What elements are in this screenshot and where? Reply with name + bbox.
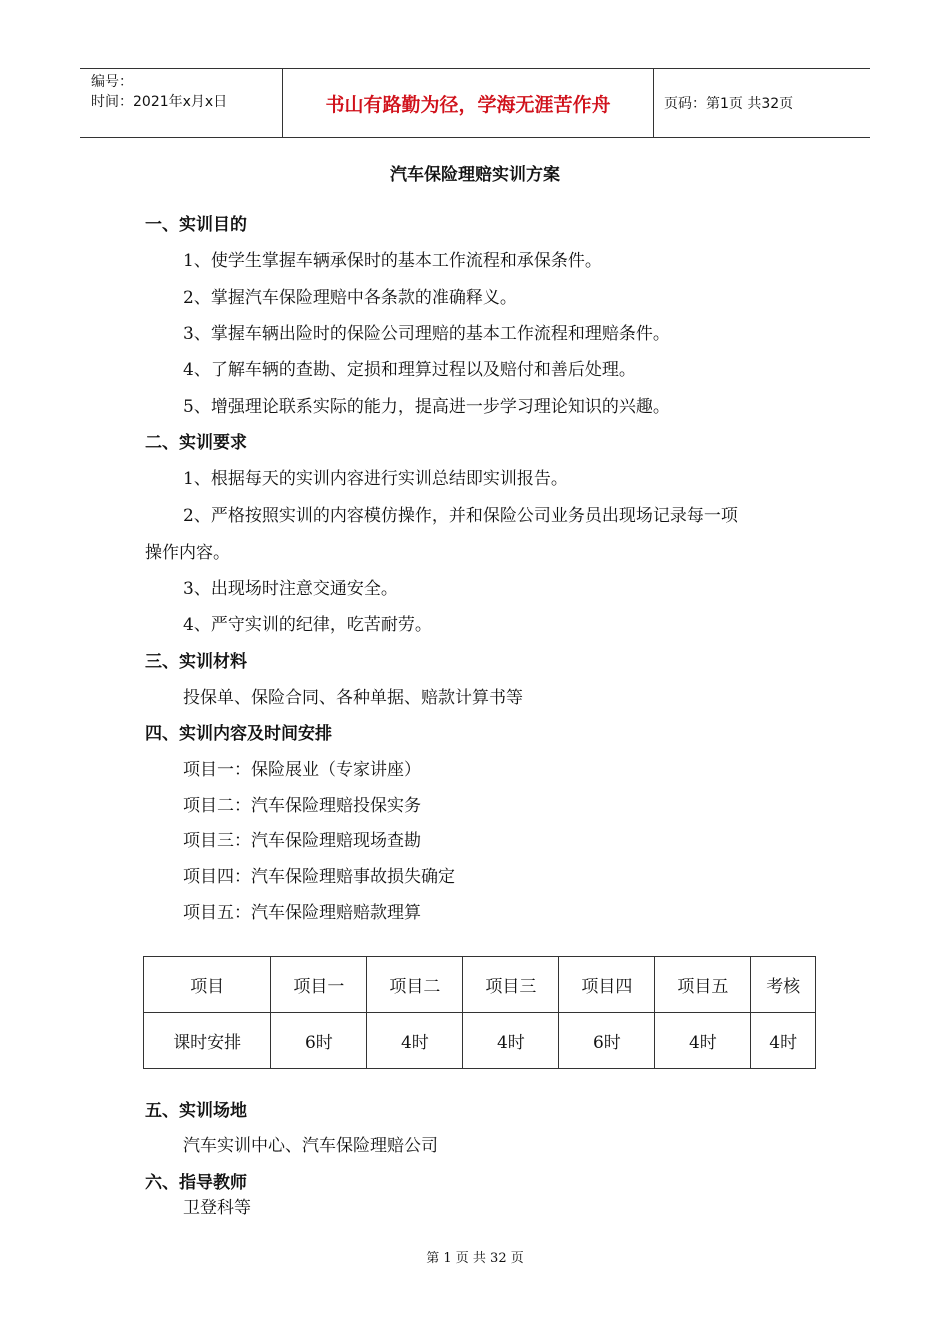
table-cell: 6时	[559, 1013, 655, 1069]
purpose-item: 5、增强理论联系实际的能力，提高进一步学习理论知识的兴趣。	[183, 397, 670, 417]
requirement-item: 2、严格按照实训的内容模仿操作，并和保险公司业务员出现场记录每一项	[183, 506, 738, 526]
section-heading-venue: 五、实训场地	[145, 1101, 247, 1121]
header-motto: 书山有路勤为径，学海无涯苦作舟	[282, 69, 654, 137]
project-item: 项目一：保险展业（专家讲座）	[183, 760, 421, 780]
section-heading-instructor: 六、指导教师	[145, 1173, 247, 1193]
section-heading-content-schedule: 四、实训内容及时间安排	[145, 724, 332, 744]
table-cell: 项目二	[367, 957, 463, 1013]
project-item: 项目三：汽车保险理赔现场查勘	[183, 831, 421, 851]
purpose-item: 3、掌握车辆出险时的保险公司理赔的基本工作流程和理赔条件。	[183, 324, 670, 344]
table-cell: 4时	[367, 1013, 463, 1069]
instructor-item: 卫登科等	[183, 1198, 251, 1218]
serial-label: 编号：	[91, 74, 133, 90]
requirement-item-continuation: 操作内容。	[145, 543, 230, 563]
header-page-label: 页码：第1页 共32页	[664, 96, 794, 112]
page-footer: 第 1 页 共 32 页	[426, 1251, 524, 1266]
requirement-item: 1、根据每天的实训内容进行实训总结即实训报告。	[183, 469, 568, 489]
table-cell: 课时安排	[144, 1013, 271, 1069]
time-label: 时间：2021年x月x日	[91, 94, 228, 110]
venue-item: 汽车实训中心、汽车保险理赔公司	[183, 1136, 438, 1156]
project-item: 项目二：汽车保险理赔投保实务	[183, 796, 421, 816]
purpose-item: 4、了解车辆的查勘、定损和理算过程以及赔付和善后处理。	[183, 360, 636, 380]
table-cell: 4时	[751, 1013, 816, 1069]
section-heading-materials: 三、实训材料	[145, 652, 247, 672]
project-item: 项目五：汽车保险理赔赔款理算	[183, 903, 421, 923]
table-cell: 6时	[271, 1013, 367, 1069]
purpose-item: 2、掌握汽车保险理赔中各条款的准确释义。	[183, 288, 517, 308]
section-heading-purpose: 一、实训目的	[145, 215, 247, 235]
table-cell: 项目四	[559, 957, 655, 1013]
project-item: 项目四：汽车保险理赔事故损失确定	[183, 867, 455, 887]
materials-item: 投保单、保险合同、各种单据、赔款计算书等	[183, 688, 523, 708]
schedule-table	[143, 956, 816, 1069]
table-row	[144, 1013, 816, 1069]
table-cell: 4时	[463, 1013, 559, 1069]
requirement-item: 3、出现场时注意交通安全。	[183, 579, 398, 599]
document-title: 汽车保险理赔实训方案	[390, 165, 560, 185]
table-cell: 项目三	[463, 957, 559, 1013]
table-cell: 项目	[144, 957, 271, 1013]
table-cell: 考核	[751, 957, 816, 1013]
requirement-item: 4、严守实训的纪律，吃苦耐劳。	[183, 615, 432, 635]
document-header	[80, 68, 870, 138]
table-cell: 4时	[655, 1013, 751, 1069]
header-info-cell	[80, 69, 282, 137]
purpose-item: 1、使学生掌握车辆承保时的基本工作流程和承保条件。	[183, 251, 602, 271]
table-cell: 项目五	[655, 957, 751, 1013]
section-heading-requirements: 二、实训要求	[145, 433, 247, 453]
table-header-row	[144, 957, 816, 1013]
table-cell: 项目一	[271, 957, 367, 1013]
